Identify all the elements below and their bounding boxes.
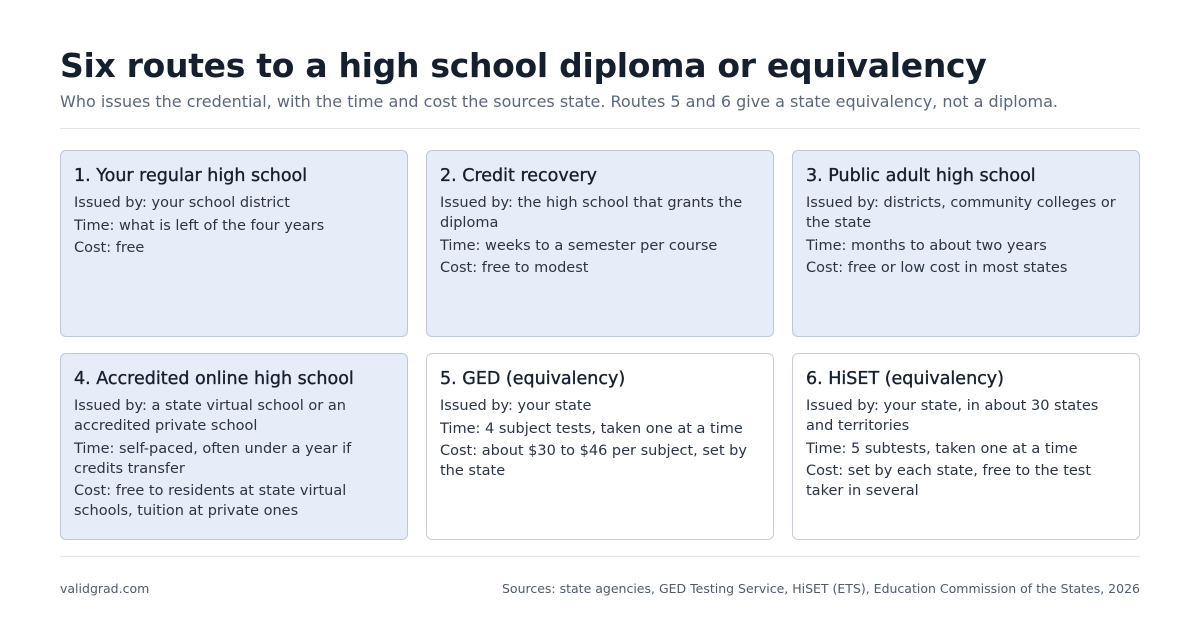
card-issued-by: Issued by: your state <box>440 398 592 414</box>
site-credit: validgrad.com <box>60 581 150 596</box>
card-time: Time: 4 subject tests, taken one at a time <box>440 420 743 437</box>
card-issued-by: Issued by: districts, community colleges or the state <box>806 195 1116 231</box>
card-time: Time: what is left of the four years <box>74 217 325 234</box>
card-cost: Cost: free to modest <box>440 260 589 276</box>
card-title: 1. Your regular high school <box>74 166 308 186</box>
page-title: Six routes to a high school diploma or equivalency <box>60 46 987 85</box>
card-cost: Cost: set by each state, free to the test taker in several <box>806 463 1092 499</box>
routes-grid <box>60 150 1140 540</box>
route-card-ged <box>426 353 774 540</box>
card-cost: Cost: free to residents at state virtual schools, tuition at private ones <box>74 483 347 519</box>
card-issued-by: Issued by: your state, in about 30 states and territories <box>806 398 1099 434</box>
card-issued-by: Issued by: the high school that grants the diploma <box>440 195 743 231</box>
card-title: 5. GED (equivalency) <box>440 369 626 389</box>
card-cost: Cost: about $30 to $46 per subject, set by the state <box>440 443 747 479</box>
route-card-online-high-school <box>60 353 408 540</box>
route-card-regular-high-school <box>60 150 408 337</box>
sources-note: Sources: state agencies, GED Testing Service, HiSET (ETS), Education Commission of the States, 2026 <box>501 581 1140 596</box>
page-subtitle: Who issues the credential, with the time and cost the sources state. Routes 5 and 6 give a state equivalency, not a diploma. <box>60 92 1058 111</box>
card-time: Time: self-paced, often under a year if credits transfer <box>74 440 352 477</box>
card-cost: Cost: free <box>74 240 145 256</box>
card-title: 3. Public adult high school <box>806 166 1036 186</box>
card-cost: Cost: free or low cost in most states <box>806 260 1068 276</box>
card-issued-by: Issued by: a state virtual school or an accredited private school <box>74 398 346 434</box>
card-time: Time: months to about two years <box>806 237 1047 254</box>
route-card-hiset <box>792 353 1140 540</box>
card-time: Time: weeks to a semester per course <box>440 237 718 254</box>
bottom-divider <box>60 556 1140 557</box>
route-card-credit-recovery <box>426 150 774 337</box>
card-title: 6. HiSET (equivalency) <box>806 369 1004 389</box>
card-title: 4. Accredited online high school <box>74 369 354 389</box>
card-title: 2. Credit recovery <box>440 166 598 186</box>
top-divider <box>60 128 1140 129</box>
card-time: Time: 5 subtests, taken one at a time <box>806 440 1078 457</box>
card-issued-by: Issued by: your school district <box>74 195 290 211</box>
route-card-adult-high-school <box>792 150 1140 337</box>
